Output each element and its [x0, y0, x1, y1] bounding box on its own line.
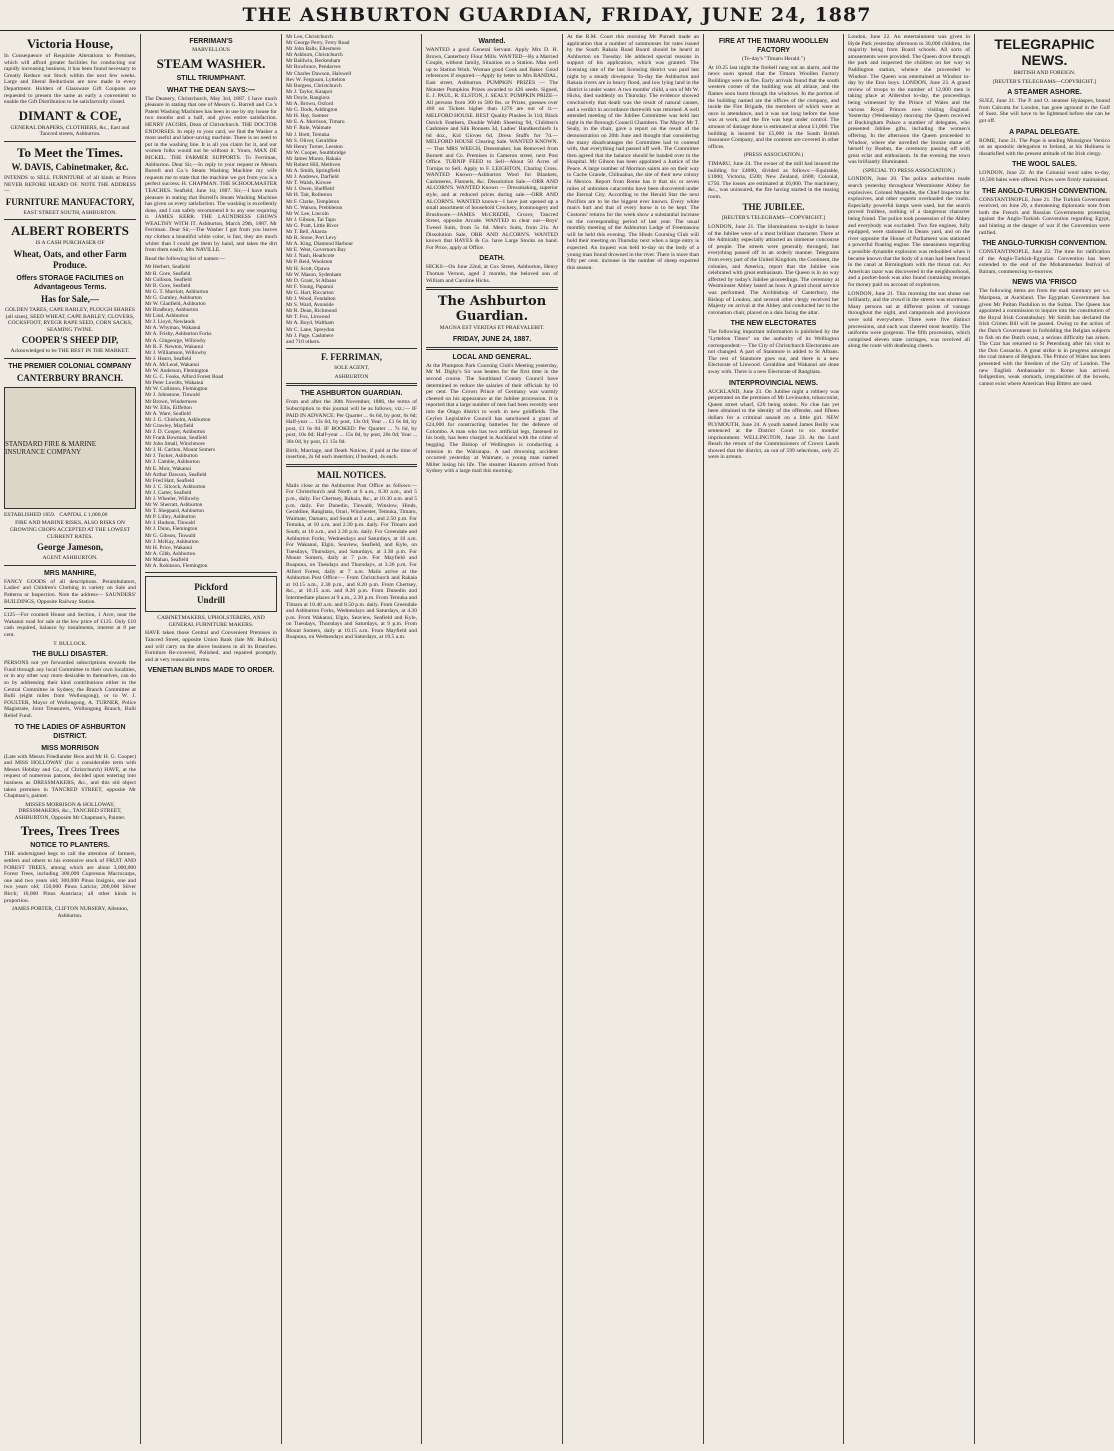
death-body: HICKS—On June 22nd, at Cox Street, Ashburton, Henry Thomas Vernon, aged 2 months, the beloved son of William and Caroline Hicks. [426, 264, 558, 284]
list-item: Mr T. Fox, Linwood [286, 314, 330, 321]
pickford-box [145, 576, 277, 612]
press-body: TIMARU, June 24. The owner of the mill had insured the building for £4000, divided as follows:—Equitable, £1000; Victoria, £500; New Zealand, £600; Colonial, £750. The losses are estimated at £6,000. The machinery, &c., was uninsured, the fire having started in the teasing room. [708, 160, 839, 200]
column-5 [563, 34, 703, 1444]
trees-heading: Trees, Trees Trees [20, 823, 120, 839]
list-item: Mr H. Price, Wakanui [145, 544, 193, 551]
list-item: Mr Leo, Christchurch [286, 34, 333, 40]
list-item: Mr A. Boyd, Waltham [286, 320, 334, 327]
morrison-sig: MISSES MORRISON & HOLLOWAY, DRESSMAKERS, &c., TANCRED STREET, ASHBURTON, Opposite Mr Chapman's, Painter. [14, 801, 126, 821]
list-item: Mr R. Gore, Seafield [145, 282, 191, 289]
bulli-heading: THE BULLI DISASTER. [32, 651, 108, 659]
ferriman-heading: FERRIMAN'S [189, 38, 233, 45]
masthead-title: THE ASHBURTON GUARDIAN, FRIDAY, JUNE 24, 1887 [242, 4, 872, 26]
ladies-heading: TO THE LADIES OF ASHBURTON DISTRICT. [14, 723, 126, 740]
list-item: Mr T. Sheppard, Ashburton [145, 508, 204, 515]
dean-heading: WHAT THE DEAN SAYS:— [167, 86, 255, 94]
list-item: Mr J. Nash, Heathcote [286, 253, 335, 260]
list-item: Mr S. Ward, Avonside [286, 302, 334, 309]
list-item: Mr P. Lilley, Ashburton [145, 514, 196, 521]
list-item: Mr T. Bell, Akaroa [286, 229, 327, 235]
list-item: Mr J. Wheeler, Willowby [145, 496, 200, 502]
list-item: Mr H. Tait, Rolleston [286, 192, 333, 199]
mail-body: Mails close at the Ashburton Post Office as follows:— For Christchurch and North at 6 a.m., 8.30 a.m., and 5 p.m., daily. For Chertsey, Rakaia, &c., at 10.30 a.m. and 5 p.m. daily. For Dunedin, Tinwald, Winslow, Hinds, Geraldine, Rangitata, Orari, Winchester, Temuka, Timaru, Waimate, Oamaru, and South at 3 a.m., and 2.50 p.m. For Temuka, at 10 a.m. and 2.30 p.m. daily. For Timaru and South, at 10 a.m., and 2.30 p.m. daily. For Greendale and Ashburton Forks, Wednesdays and Saturdays, at 10 a.m. For Wakanui, Elgin, Seaview, Seafield, and Kyle, on Tuesdays, Thursdays, and Saturdays, at 3.30 p.m. For Mount Somers, daily at 7 p.m. For Mayfield and Ruapuna, on Tuesdays and Thursdays, at 3.30 p.m. For Alford Forest, daily at 7 a.m. Mails arrive at the Ashburton Post Office:— From Christchurch and Rakaia at 10.15 a.m., 2.30 p.m., and 8.20 p.m. From Chertsey, &c., at 10.15 a.m. and 8.20 p.m. From Dunedin and Intermediate places at 9 a.m., 2.30 p.m. From Temuka and Timaru at 10.40 a.m. and 8.50 p.m. daily. From Greendale and Ashburton Forks, Wednesdays and Saturdays, at 4.30 p.m. From Wakanui, Elgin, Seaview, Seafield and Kyle, on Tuesdays, Thursdays and Saturdays, at 9 p.m. From Mount Somers, daily at 10.15 a.m. From Mayfield and Ruapuna, on Wednesdays and Saturdays, at 10.5 a.m. [286, 482, 417, 641]
list-item: Mr G. C. Fooks, Alford Forest Road [145, 374, 224, 381]
wheat-heading: Wheat, Oats, and other Farm Produce. [13, 248, 127, 270]
list-item: Mr W. Anderson, Flemington [145, 368, 209, 375]
list-item: Mr J. Cambie, Ashburton [145, 459, 200, 466]
divider [426, 347, 558, 350]
venetian-heading: VENETIAN BLINDS MADE TO ORDER. [147, 667, 275, 675]
jubilee-body: LONDON, June 21. The illuminations to-night in honor of the Jubilee were of a most brilliant character. There at the Admiralty especially attracted an immense concourse of people. The streets were generally thronged, but everything passed off in an orderly manner. Telegrams from every part of the United Kingdom, the Continent, the colonies, and America, report that the Jubilee was celebrated with great enthusiasm. The Queen is in no way affected by today's Jubilee proceedings. The ceremony at Westminster Abbey lasted an hour. A grand choral service was performed. The Archbishop of Canterbury, the Bishop of London, and several other clergy received her Majesty on arrival at the Abbey and conducted her to the coronation chair, placed on a dais facing the altar. [708, 224, 839, 316]
frisco-body: The following items are from the mail summary per s.s. Mariposa, at Auckland. The Egyptian Government has given Mr Pultan Pashilion to the Sultan. The Queen has appointed a commission to inquire into the constitution of the Royal Irish Constabulary. Mr Smith has declared the Irish Crimes Bill will be passed. Owing to the action of the Dutch Government in forbidding the Belgian subjects to fish on the Dutch coast, a serious difficulty has arisen. The Czar has returned to St Petersburg after his visit to the Don Cossacks. A great strike is in progress amongst the coal miners of Belgium. The Prince of Wales has been presented with the freedom of the City of London. The new English Ambassador to Rome has arrived. Indigestion, weak stomach, irregularities of the bowels, cannot exist where American Hop Bitters are used. [979, 288, 1110, 387]
list-item: Mr E. Moir, Wakanui [145, 465, 192, 472]
list-item: Mr Ashburn, Christchurch [286, 52, 343, 59]
dimant-sub: GENERAL DRAPERS, CLOTHIERS, &c., East and Tancred streets, Ashburton. [10, 124, 130, 138]
list-item: Mr J. Page, Cashmere [286, 332, 334, 339]
times-heading: To Meet the Times. [17, 144, 123, 160]
list-item: Mr C. Lane, Spreydon [286, 326, 335, 333]
list-item: Mr J. D. Cooper, Ashburton [145, 428, 206, 435]
divider [426, 287, 558, 290]
list-item: Mr J. Lloyd, Newlands [145, 319, 195, 326]
names-list [145, 264, 277, 569]
bullock-sig: T. BULLOCK. [53, 640, 87, 647]
divider [4, 608, 136, 609]
list-item: Mr B. Gore, Seafield [145, 270, 191, 277]
list-item: Mr R. Dean, Richmond [286, 308, 337, 315]
list-item: Mr D. Grant, St Albans [286, 277, 337, 284]
list-item: Mr F. Rule, Waimate [286, 125, 331, 132]
reuter-text: [REUTER'S TELEGRAMS—COPYRIGHT.] [992, 78, 1097, 85]
list-item: Mr Mahan, Seafield [145, 556, 189, 563]
bulli-body: PERSONS not yet forwarded subscriptions towards the Fund through any local Committee to their own localities, or in any other way more desirable to themselves, can do so by addressing their kind contributions either to the Central Committee in Sydney, the Branch Committee at Bulli (eight miles from Wollongong), or to W. J. FOULTER, Mayor of Wollongong, A. TURNER, Police Magistrate, Joint Treasurers, Wollongong Branch, Bulli Relief Fund. [4, 660, 136, 719]
albert-sub: IS A CASH PURCHASER OF [35, 240, 105, 247]
list-item: Mr J. Dunn, Flemington [145, 526, 198, 533]
list-item: Mr Rowbrace, Pendarves [286, 64, 341, 71]
fire-sub: (To-day's "Timaru Herald.") [742, 56, 805, 62]
cabinet-body: HAVE taken those Central and Convenient Premises in Tancred Street, opposite Union Bank (late Mr. Bullock) and will carry on the above business in all its Branches. Furniture Re-covered, Polished, and repaired promptly, and at very reasonable terms. [145, 630, 277, 663]
pickford-heading: Pickford [194, 582, 228, 593]
insurance-logo [4, 387, 136, 509]
divider [4, 141, 136, 142]
special-body: LONDON, June 20. The police authorities made search yesterday throughout Westminster Abbey for explosives. Colonel Majendie, the Chief Inspector for explosives, and other experts overhauled the vaults. Especially powerful lamps were used, but the search proved fruitless, nothing of a dangerous character being found. The police took possession of the Abbey and everybody was excluded. Two fire engines, fully equipped, were stationed in Deans yard, and on the river opposite the House of Parliament was stationed a powerful floating engine. The uneasiness regarding a possible dynamite explosion was redoubled when it became known that the body of a man had been found in the canal at Birmingham with the throat cut. An American razor was discovered in the neighbourhood, and a pocket-book was also found containing receipts for money paid on account of explosives. [848, 176, 970, 288]
established [4, 512, 136, 519]
column-4 [422, 34, 562, 1444]
furniture-heading: FURNITURE MANUFACTORY, [5, 196, 135, 207]
list-item: Mr Brown, Windermere [145, 398, 197, 405]
list-item: Mr Arthur Dawson, Seafield [145, 471, 207, 478]
agent-text: AGENT ASHBURTON. [42, 555, 98, 562]
dimant-heading: DIMANT & COE, [18, 107, 122, 123]
list-item: Mr J. Hearn, Seafield [145, 355, 192, 362]
mail-heading: MAIL NOTICES. [316, 469, 387, 480]
list-item: Mr S. Oliver, Geraldine [286, 137, 338, 144]
births-body: Birth, Marriage, and Death Notices, if paid at the time of insertion, 2s 6d each insertion; if booked, 4s each. [286, 447, 417, 461]
list-item: Mr F. Clarke, Templeton [286, 198, 340, 205]
subscription-body: From and after the 30th November, 1886, the terms of Subscription to this journal will be as follows, viz.:— IF PAID IN ADVANCE: Per Quarter ... 6s 6d, by post, 6s 6d; Half-year ... 13s 0d, by post, 13s 0d; Year ... £1 6s 0d, by post, £1 6s 0d. IF BOOKED: Per Quarter ... 7s 6d, by post, 10s 0d; Half-year ... 15s 0d, by post, 20s 0d; Year ... 30s 0d, by post, £1 15s 0d. [286, 399, 417, 446]
wanted-heading: Wanted. [478, 38, 506, 45]
list-item: Mr J. Taylor, Kaiapoi [286, 88, 333, 95]
column-3 [282, 34, 421, 1444]
list-item: Mr A. King, Diamond Harbour [286, 241, 354, 248]
special-heading: (SPECIAL TO PRESS ASSOCIATION.) [863, 167, 955, 174]
list-item: Mr W. Colliston, Flemington [145, 386, 208, 393]
wanted-body: WANTED a good General Servant. Apply Mrs D. H. Brown, Canterbury Flour Mills. WANTED—By a Married Couple, without family, Situation on a Station. Man well up to Station Work. Woman good Cook and Baker. Good references if required.—Apply by letter to Mrs BANDAL, East street, Ashburton. PUMPKIN PRIZES — The Monster Pumpkins Prizes awarded to 426 seeds. Signed, E. J. PAUL, R. ELSTON, J. SEALY. PUMPKIN PRIZE—All persons from 300 to 580 lbs. or Prizes, guesses over 400 on Tickets higher than 1276 are out of it.—MELFORD HOUSE. BEST Quality Plushes 3s 11d, Black Ostrich Feathers, Double Width Sheeting 9d, Children's Cashmere and Silk Bonnets 3d, Ladies' Handkerchiefs 1s 6d doz., Kid Gloves 6d, Dress Stuffs for 7d.— MELFORD HOUSE Clearing Sale. WANTED KNOWN. — That MRS WEECH, Dressmaker, has Removed from Burnett and Co. Premises in Cameron street, next Post Office. TURNIP FEED to Sell—About 50 Acres of Turnips to Sell. Apply to F. LEIGHTON, Charing Cross. WANTED Known—Ashburton Wool for Blankets, Cashmeres, Flannels, &c. Dissolution Sale.—ORR AND ALCORN'S. WANTED Known — Dressmaking, superior style, and at reduced prices during sale.—ORR AND ALCORN'S. WANTED known—I have just opened up a small assortment of household Crockery, Ironmongery and Brushware.—JAMES McCREDIE, Grocer, Tancred Street, opposite Arcade. WANTED to clear out—Boys' Tweed Suits, from 5s 6d. Men's Suits, from 21s. At Dissolution Sale, ORR AND ALCORN'S. WANTED known that HAYES & Co. have Large Stocks on hand. For Price, apply at Office. [426, 47, 558, 251]
divider [4, 219, 136, 220]
porter-sig: JAMES PORTER, CLIFTON NURSERY, Allenton, Ashburton. [11, 906, 129, 919]
planters-heading: NOTICE TO PLANTERS. [30, 842, 110, 850]
cooper-heading: COOPER'S SHEEP DIP, [21, 335, 119, 346]
victoria-heading: Victoria House, [26, 36, 114, 51]
anglo2-body: CONSTANTINOPLE, June 22. The time for ratification of the Anglo-Turkish-Egyptian Convention has been extended to the end of the Mohammedan festival of Bairam, commencing to-morrow. [979, 249, 1110, 275]
list-item: Mr T. Walsh, Kirwee [286, 180, 332, 187]
guardian-head: THE ASHBURTON GUARDIAN. [300, 390, 403, 398]
list-item: Mr G. Hart, Riccarton [286, 289, 334, 296]
fire-heading: FIRE AT THE TIMARU WOOLLEN FACTORY [718, 38, 829, 54]
column-8 [975, 34, 1114, 1444]
list-item: Mr Peter Lowilts, Wakanui [145, 380, 204, 387]
list-item: Mr Fred Hart, Seafield [145, 477, 195, 484]
guardian-title: The Ashburton Guardian. [437, 294, 547, 325]
list-item: Mr A. Brown, Oxford [286, 101, 334, 108]
list-item: Mr A. Ware, Seafield [145, 410, 191, 417]
list-item: Mr J. Brett, Temuka [286, 131, 330, 138]
land-body: £125—For counted House and Section, 1 Acre, near the Wakanui road for sale at the low price of £125. Only £10 cash required, balance by instalments, interest at 8 per cent. [4, 612, 136, 638]
list-item: Mr A. Gingeorge, Willowby [145, 337, 206, 344]
morrison-body: (Late with Messrs Friedlander Bros and Mr H. G. Cooper) and MISS HOLLOWAY (for a considerable term with Messrs Hobday and Co., of Christchurch) HAVE, at the request of numerous patrons, decided upon entering into business as DRESSMAKERS, &c., and this old object taken premises in TANCRED STREET, opposite Mr Chapman's, painter. [4, 753, 136, 800]
list-item: Mr George Perry, Ferry Road [286, 40, 350, 47]
issue-date: FRIDAY, JUNE 24, 1887. [452, 335, 532, 343]
list-item: Mr J. McKay, Ashburton [145, 538, 199, 545]
frisco-heading: NEWS VIA 'FRISCO [1012, 279, 1077, 287]
list-item: Mr H. Hay, Sumner [286, 113, 329, 120]
list-item: Mr Herbert, Seafield [145, 264, 190, 271]
press-heading: (PRESS ASSOCIATION.) [743, 152, 804, 159]
masthead [0, 0, 1114, 31]
davis-body: INTENDS to SELL FURNITURE of all kinds at Prices NEVER BEFORE HEARD OF. NOTE THE ADDRESS — [4, 174, 136, 195]
list-item: Mr J. G. Chisholm, Ashburton [145, 416, 211, 423]
list-item: Mr J. Andrews, Darfield [286, 174, 339, 181]
washer-heading: STEAM WASHER. [156, 55, 266, 71]
list-item: Mr Charles Dawson, Halswell [286, 70, 352, 77]
guardian-motto: MAGNA EST VERITAS ET PRAEVALEBIT. [439, 325, 545, 332]
anglo2-heading: THE ANGLO-TURKISH CONVENTION. [982, 240, 1107, 248]
list-item: Mr J. H. Carlton, Mount Somers [145, 447, 216, 454]
divider [4, 358, 136, 359]
list-item: Mr Henry Turner, Leeston [286, 143, 343, 150]
morrison-heading: MISS MORRISON [41, 744, 99, 752]
list-item: Mr W. Glanfield, Ashburton [145, 301, 206, 307]
list-item: Mr A. Robinson, Flemington [145, 563, 208, 570]
list-item: Mr Doyle, Rangiora [286, 94, 330, 101]
local-body: At the Plumpton Park Coursing Club's Meeting yesterday, Mr M. Digby's Sir was beaten for the first time in the second course. The Southland County Council have determined to reduce the salaries of their officials by 10 per cent. The Crown Prince of Germany was warmly cheered on his appearance at the Jubilee procession. It is reported that a large number of men had been recently sent into the Otago district to work in new goldfields. The Ceylon Legislative Council has sanctioned a grant of £24,000 for constructing batteries for the defence of Colombo. A man who has two artificial legs, fastened to his body, has been charged in Auckland with the crime of begging. The Bishop of Wellington is conducting a mission in the Wairarapa. A sad drowning accident occurred yesterday at Waimate, a young man named Miller losing his life. The steamer Hauroto arrived from Sydney with a large mail this morning. [426, 362, 558, 475]
undrill-heading: Undrill [196, 595, 225, 606]
list-item: Mr J. Johnstone, Tinwald [145, 392, 200, 399]
list-item: Mr G. Gumley, Ashburton [145, 294, 202, 301]
fire-body: At 10.25 last night the firebell rang out an alarm, and the news soon spread that the Timaru Woollen Factory Buildings were on fire. Early arrivals found that the south western corner of the building was all ablaze, and the flames soon burst through the windows. In the portion of the building named are the offices of the company, and inside the Fire Brigade, the members of which were at once in attendance, and it was not long before the hose was at work, and the fire was kept under control. The amount of damage done is estimated at about £1,000. The building is insured for £5,000 in the South British Insurance Company, and the contents are covered in other offices. [708, 64, 839, 150]
list-item: Rev W. Ferguson, Lyttelton [286, 76, 346, 83]
marvellous-text: MARVELLOUS [192, 47, 230, 53]
papal-body: ROME, June 21. The Pope is sending Monsignor Versico on an apostolic delegation to Ireland, at his Holiness is dissatisfied with the present attitude of the Irish clergy. [979, 137, 1110, 157]
insurance-logo-text: STANDARD FIRE & MARINE INSURANCE COMPANY [5, 439, 97, 456]
list-item: Mr H. Scott, Opawa [286, 265, 330, 272]
column-2 [141, 34, 281, 1444]
list-item: Mr G. T. Marriott, Ashburton [145, 288, 209, 295]
sale-body: GOLDEN TARES, CAPE BARLEY, PLOUGH SHARES (all sizes), SEED WHEAT, CAPE BARLEY, CLOVERS, COCKSFOOT, RYEGR RAPE SEED, CORN SACKS, SEAMING TWINE. [4, 306, 136, 333]
ashburton-text: ASHBURTON [334, 373, 369, 380]
list-item: Mr J. Gibson, Tai Tapu [286, 216, 336, 223]
furniture-sub: EAST STREET SOUTH, ASHBURTON. [23, 209, 117, 216]
list-item: Mr Lind, Ashburton [145, 313, 189, 320]
wool-heading: THE WOOL SALES. [1012, 161, 1077, 169]
list-item: Mr J. Carter, Seafield [145, 489, 192, 496]
list-item: Mr John Balls, Ellesmere [286, 46, 341, 53]
list-item: Mr Bradbury, Ashburton [145, 307, 199, 314]
trees-body: THE undersigned begs to call the attention of farmers, settlers and others to his extensive stock of FRUIT AND FOREST TREES, among which are about 3,000,000 Forest Trees, including 300,000 Cupressus Macrocarpa, one and two years old; 300,000 Pinus Insignis, one and two years old; 150,000 Pinus Laricio; 200,000 Silver Birch; 10,000 Pinus Austriaca; all other kinds in proportion. [4, 851, 136, 904]
list-item: Mr W. Ellis, Eiffelton [145, 404, 192, 411]
list-item: Mr Burgess, Christchurch [286, 82, 342, 89]
manhire-body: FANCY GOODS of all descriptions. Perambulators, Ladies' and Children's Clothing in variety on Sale and Patterns or Inspection. Note the address— SAUNDERS' BUILDINGS, Opposite Railway Station. [4, 578, 136, 605]
list-item: Mr J. Wood, Fendalton [286, 296, 336, 303]
list-item: Mr A. McLeod, Wakanui [145, 361, 200, 368]
column-7 [844, 34, 974, 1444]
divider [145, 572, 277, 573]
steamer-heading: A STEAMER ASHORE. [1007, 89, 1082, 97]
list-item: Mr B. F. Newton, Wakanui [145, 343, 204, 350]
local-heading: LOCAL AND GENERAL. [452, 353, 532, 361]
sole-agent: SOLE AGENT, [333, 365, 369, 372]
victoria-body: In Consequence of Requisite Alterations to Premises, which will afford greater facilities for conducting our rapidly increasing business, it has been found necessary to Greatly Reduce our Stock within the next few weeks. Large and liberal Reductions are now made in every Department. Holders of Glassware Gift Coupons are requested to present the same as early a convenient to enable the Gift Distribution to be satisfactorily closed. [4, 53, 136, 106]
storage-heading: Offers STORAGE FACILITIES on Advantageous Terms. [16, 274, 124, 291]
sale-heading: Has for Sale,— [40, 293, 100, 304]
list-item: Mr A. Frisby, Ashburton Forks [145, 331, 212, 338]
capital-text: CAPITAL £ 1,000,00 [59, 511, 108, 518]
wool-body: LONDON, June 22. At the Colonial wool sales to-day, 10,500 bales were offered. Prices were firmly maintained. [979, 170, 1110, 183]
british-heading: BRITISH AND FOREIGN. [1013, 70, 1076, 76]
jubilee-cont: London, June 22. An entertainment was given in Hyde Park yesterday afternoon to 30,000 children, the majority being from Board schools. All sorts of amusements were provided. The Queen drove through the park and inspected the children on her way to Paddington station, whence she proceeded to Windsor. The Queen was entertained at Windsor to-day by the Eton boys. LONDON, June 23. A grand review of troops to the number of 12,000 men is taking place at Aldershot to-day, the proceedings being witnessed by the Prince of Wales and the various Royal Princes now visiting England. Yesterday (Wednesday) morning the Queen received at Buckingham Palace a number of delegates, who presented Jubilee gifts, including the women's offering. In the afternoon the Queen proceeded to Windsor, where she unveiled the bronze statue of herself by Boehm, the ceremony passing off with great eclat and enthusiasm. In the evening the town was brilliantly illuminated. [848, 34, 970, 166]
list-item: Mr Crawley, Mayfield [145, 422, 194, 429]
ferriman2-heading: F. FERRIMAN, [321, 352, 382, 363]
triumphant-heading: STILL TRIUMPHANT. [176, 74, 246, 82]
list-item: Mr J. Owen, Sheffield [286, 186, 334, 193]
divider [286, 383, 417, 386]
list-item: Mr R. Stone, Port Levy [286, 235, 337, 242]
jubilee-sub: [REUTER'S TELEGRAMS—COPYRIGHT.] [721, 215, 826, 222]
established-text: ESTABLISHED 1859. [4, 511, 56, 518]
list-item: Mr W. Mason, Sydenham [286, 271, 342, 278]
list-item: Mr P. Reid, Woolston [286, 259, 333, 266]
and-more: and 710 others. [286, 338, 321, 345]
fire-risks: FIRE AND MARINE RISKS, ALSO RISKS ON GROWING CROPS ACCEPTED AT THE LOWEST CURRENT RATES. [9, 520, 131, 540]
names-list-2 [286, 34, 417, 339]
cooper-sub: Acknowledged to be THE BEST IN THE MARKET. [10, 348, 130, 355]
steamer-body: SUEZ, June 21. The P. and O. steamer Hydaspes, bound from Calcutta for London, has gone aground in the Gulf of Suez. She will have to be lightened before she can be got off. [979, 98, 1110, 124]
list-item: Mr Frank Bowman, Seafield [145, 435, 207, 442]
list-item: Mr E. West, Governors Bay [286, 247, 346, 254]
list-item: Mr E. A. Morrison, Timaru [286, 119, 345, 126]
column-6 [704, 34, 843, 1444]
list-item: Mr J. C. Silcock, Ashburton [145, 483, 206, 490]
list-item: Mr J. Williamson, Willowby [145, 349, 207, 356]
electorates-body: The following important information is published by the "Lyttelton Times" on the authority of its Wellington correspondent:— The City of Christchurch Electorates are not changed. A part of Stanmore is added to St Albans. The rest of Stanmore goes out, and there is a new Electorate of Linwood. Geraldine and Wakanui are done away with. There is a new Electorate of Rangitata. [708, 329, 839, 375]
davis-heading: W. DAVIS, Cabinetmaker, &c. [11, 161, 129, 172]
list-item: Mr G. Gibson, Tinwald [145, 532, 196, 539]
divider [286, 348, 417, 349]
papal-heading: A PAPAL DELEGATE. [1009, 128, 1080, 136]
cabinet-heading: CABINETMAKERS, UPHOLSTERERS, AND GENERAL FURNITURE MAKERS. [157, 615, 265, 628]
streets-body: LONDON, June 21. This morning the sun shone out brilliantly, and the crowd in the streets was enormous. Many persons sat at different points of vantage throughout the night, and campstools and provisions were sold everywhere. There were five distinct processions, and each was cheered most heartily. The uniforms were gorgeous. The fifth procession, which comprised eleven state carriages, was received all along the route with deafening cheers. [848, 290, 970, 350]
premier-heading: THE PREMIER COLONIAL COMPANY [8, 362, 132, 370]
interprov-body: AUCKLAND, June 23. On Jubilee night a robbery was perpetrated on the premises of Mr Levinsohn, tobacconist, Queen street wharf, £20 being stolen. No clue has yet been obtained to the identity of the offender, and fifteen dollars for a criminal assault on a little girl. NEW PLYMOUTH, June 24. A youth named James Reilly was sentenced at the District Court to six months' imprisonment. WELLINGTON, June 23. At the Lord Beach the return of the Commissioners of Crown Lands showed that the district, an out of 599 selections, only 25 were in arrears. [708, 388, 839, 461]
list-item: Mr W. Lee, Lincoln [286, 210, 329, 217]
manhire-heading: MRS MANHIRE, [43, 569, 97, 577]
list-item: Mr G. Pratt, Little River [286, 222, 339, 229]
divider [4, 565, 136, 566]
anglo-heading: THE ANGLO-TURKISH CONVENTION. [982, 187, 1107, 195]
list-item: Mr Baldwin, Beckenham [286, 58, 341, 65]
column-1 [0, 34, 140, 1444]
list-item: Mr F. Young, Papanui [286, 283, 334, 290]
testimonials-body: The Deanery, Christchurch, May 3rd, 1887. I have much pleasure in stating that one of Messrs G. Burrell and Co.'s Patent Washing Machines has been in use by my house for two months and a half, and gives entire satisfaction. HENRY JACOBS, Dean of Christchurch. THE DOCTOR ENDORSES. In reply to your card, we find the Washer a most useful and labor-saving machine. There is no need to put in the washing line. It is all you claim for it, and our women folks would not be without it. Yours, MAX DE BICKEL. THE FARMER SUPPORTS. To Ferriman, Ashburton. Dear Sir,—In reply to your request re Messrs Burrell and Co.'s Steam Washing Machine my wife requests me to state that the machine we got from you is a perfect success. H. CHAPMAN. THE SCHOOLMASTER TEACHES. Seafield, June 1st, 1887. Sir,—I have much pleasure in stating that Burrell's Steam Washing Machine has given us every satisfaction. The washing is excellently done, and I can safely recommend it to any one requiring it. JAMES KERR. THE LAUNDRESS GROWS WEALTHY WITH IT. Ashburton, March 29th, 1887. Mr Ferriman. Dear Sir,—The Washer I got from you leaves my clothes a beautiful white color, is fast, they are much whiter than I could get them by hand, and takes the dirt from them easily. Mrs NAVILLE. [145, 95, 277, 254]
interprov-heading: INTERPROVINCIAL NEWS. [729, 379, 818, 387]
list-item: Mr J. Hudson, Tinwald [145, 520, 195, 527]
list-item: Mr J. Tucker, Ashburton [145, 453, 198, 460]
albert-heading: ALBERT ROBERTS [11, 223, 129, 239]
list-item: Mr Robert Hill, Methven [286, 161, 341, 168]
anglo-body: CONSTANTINOPLE, June 21. The Turkish Government received, on June 20, a threatening diplomatic note from both the French and Russian Governments protesting against the Anglo-Turkish Convention regarding Egypt, and hinting at the danger of war if the Convention were ratified. [979, 196, 1110, 236]
court-body: At the R.M. Court this morning Mr Purnell made an application that a number of summonses for rates issued by the South Rakaia Road Board should be heard at Ashburton on Tuesday. He adduced special reasons in support of his application, which was granted. The licensing rate of the last licensing district was paid last night by a steady downpour. To-day the Ashburton and Rakaia rivers are in heavy flood, and low lying land in the district is under water. A two months' child, a son of Mr W. Hicks, died suddenly on Thursday. The evidence showed conclusively that death was the result of natural causes, and a verdict in accordance therewith was returned. A well attended meeting of the Jubilee Committee was held last night in the Borough Council Chambers. The Mayor Mr T. Sealy, in the chair, gave a report on the result of the demonstration on 20th June and thought that considering the many disadvantages the Committee had to contend with, that everything had passed off well. The Committee then agreed that the balance should be handed over to the Hospital. Mr Gibson has been appointed a Justice of the Peace. A large number of Mormon saints are on their way to Cache Grande, Chihuahua, the site of their new colony in Mexico. Report from Rome has it that six or seven miles of unbroken catacombs have been discovered under the Eternal City. According to the Herald Star the next Pacifists are to be the biggest ever known. Every white man's hurt and that of every horse is to be kept. The Customs' returns for the week show a substantial increase on the corresponding period of last year. The usual monthly meeting of the Ashburton Lodge of Freemasons will be held this evening. The Hinds Coursing Club will hold their meeting on Thursday next when a large entry is expected. An inquest was held to-day on the body of a young man found drowned in the river. There is more than fifty per cent. increase in the number of sheep exported this season. [567, 34, 699, 271]
list-item: Mr W. Cooper, Southbridge [286, 149, 346, 156]
names-intro: Read the following list of names:— [145, 255, 226, 262]
electorates-heading: THE NEW ELECTORATES [730, 320, 817, 328]
list-item: Mr A. Gibb, Ashburton [145, 550, 196, 557]
list-item: Mr Collison, Seafield [145, 276, 192, 283]
jameson-heading: George Jameson, [37, 542, 103, 553]
list-item: Mr G. Dods, Addington [286, 107, 338, 114]
list-item: Mr John Small, Winchmore [145, 441, 205, 448]
death-heading: DEATH. [479, 255, 505, 263]
divider [286, 464, 417, 467]
list-item: Mr C. Watson, Prebbleton [286, 204, 343, 211]
canterbury-heading: CANTERBURY BRANCH. [16, 372, 124, 383]
telegraphic-heading: TELEGRAPHIC NEWS. [994, 36, 1095, 68]
jubilee-heading: THE JUBILEE. [742, 202, 805, 213]
list-item: Mr A. Smith, Springfield [286, 168, 341, 175]
list-item: Mr James Munro, Rakaia [286, 155, 341, 162]
list-item: Mr A. Whyman, Wakanui [145, 325, 201, 332]
list-item: Mr W. Sherratt, Ashburton [145, 502, 203, 509]
